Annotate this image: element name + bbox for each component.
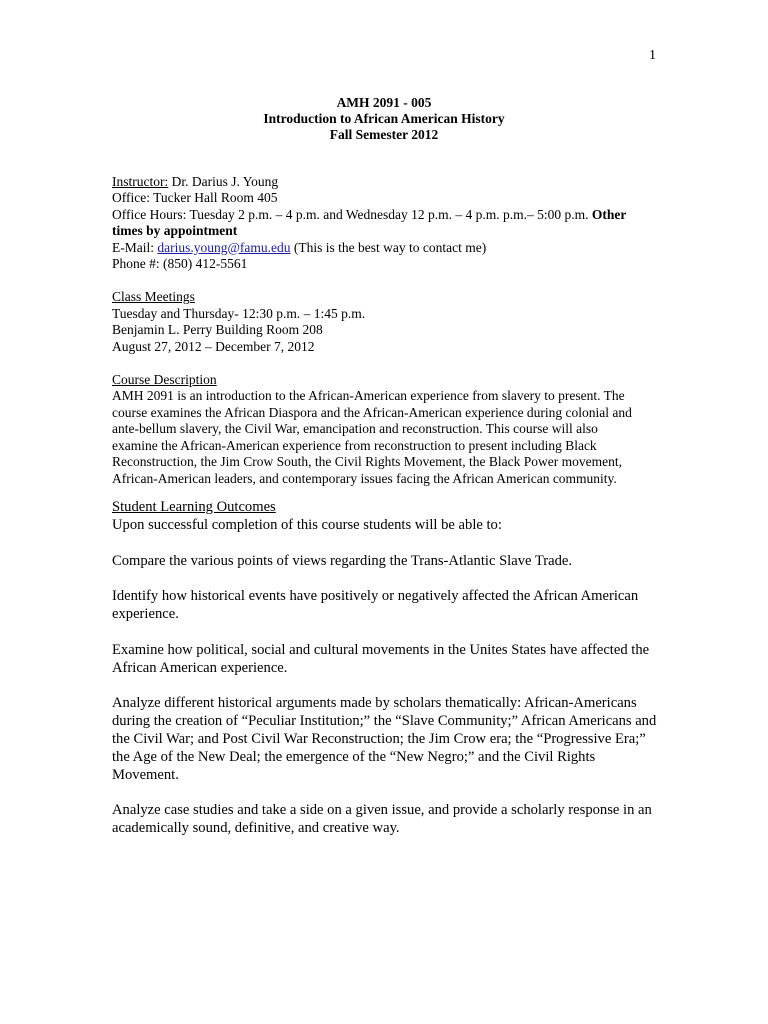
instructor-label: Instructor:: [112, 174, 169, 189]
phone: Phone #: (850) 412-5561: [112, 256, 248, 272]
office-hours: Office Hours: Tuesday 2 p.m. – 4 p.m. and Wednesday 12 p.m. – 4 p.m. p.m.– 5:00 p.m.: [112, 206, 592, 222]
email-note: (This is the best way to contact me): [290, 239, 487, 255]
learning-outcomes-section: [112, 499, 657, 838]
syllabus-header: [0, 95, 768, 143]
learning-outcomes-intro: Upon successful completion of this course students will be able to:: [112, 516, 502, 533]
course-title: Introduction to African American History: [263, 111, 505, 126]
course-description-section: [112, 372, 657, 487]
office-hours-other: Other: [591, 206, 627, 222]
course-description-heading: Course Description: [112, 372, 217, 388]
description-line: course examines the African Diaspora and the African-American experience during colonial and: [112, 404, 632, 420]
office-hours-appointment: times by appointment: [112, 223, 238, 239]
description-line: ante-bellum slavery, the Civil War, emancipation and reconstruction. This course will also: [112, 421, 598, 437]
outcome-item: Analyze different historical arguments made by scholars thematically: African-Americans during the creation of “Peculiar Institution;” the “Slave Community;” African Americans and the Civil War; and Post Civil War Reconstruction; the Jim Crow era; the “Progressive Era;” the Age of the New Deal; the emergence of the “New Negro;” and the Civil Rights Movement.: [112, 695, 657, 783]
meeting-days: Tuesday and Thursday- 12:30 p.m. – 1:45 p.m.: [112, 305, 366, 321]
email-line: [112, 240, 657, 256]
description-line: examine the African-American experience from reconstruction to present including Black: [112, 437, 597, 453]
outcome-item: Analyze case studies and take a side on a given issue, and provide a scholarly response in an academically sound, definitive, and creative way.: [112, 802, 652, 837]
description-line: Reconstruction, the Jim Crow South, the Civil Rights Movement, the Black Power movement,: [112, 454, 622, 470]
class-meetings-section: [112, 289, 657, 355]
syllabus-body: [112, 174, 657, 838]
email-label: E-Mail:: [112, 239, 158, 255]
office-hours-line: [112, 207, 657, 223]
description-line: African-American leaders, and contemporary issues facing the African American community.: [112, 470, 617, 486]
learning-outcomes-heading: Student Learning Outcomes: [112, 498, 276, 515]
page-number: 1: [649, 48, 656, 63]
office-location: Office: Tucker Hall Room 405: [112, 190, 278, 206]
meeting-location: Benjamin L. Perry Building Room 208: [112, 322, 323, 338]
class-meetings-heading: Class Meetings: [112, 289, 195, 305]
semester: Fall Semester 2012: [329, 127, 439, 142]
course-code: AMH 2091 - 005: [336, 95, 432, 110]
email-link[interactable]: darius.young@famu.edu: [157, 239, 291, 255]
instructor-line: [112, 174, 657, 190]
meeting-dates: August 27, 2012 – December 7, 2012: [112, 338, 315, 354]
instructor-name: Dr. Darius J. Young: [168, 174, 279, 189]
outcome-item: Examine how political, social and cultural movements in the Unites States have affected the African American experience.: [112, 641, 650, 676]
instructor-section: [112, 174, 657, 272]
outcome-item: Compare the various points of views regarding the Trans-Atlantic Slave Trade.: [112, 552, 573, 569]
description-line: AMH 2091 is an introduction to the African-American experience from slavery to present. The: [112, 388, 625, 404]
outcome-item: Identify how historical events have positively or negatively affected the African American experience.: [112, 588, 639, 623]
